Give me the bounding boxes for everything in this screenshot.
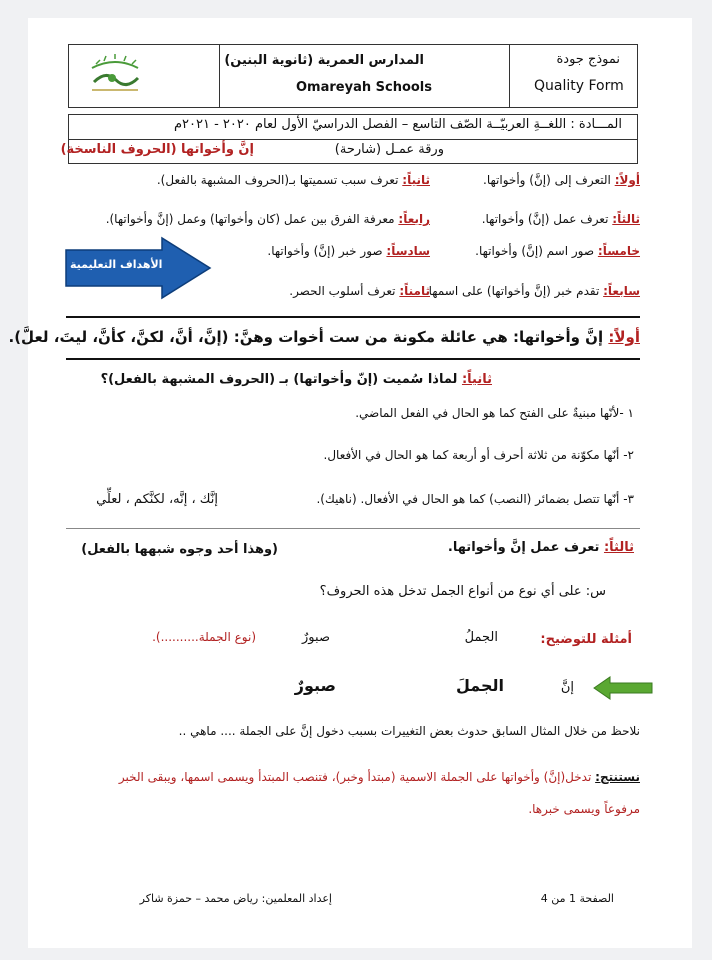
objective-3: ثالثاً: تعرف عمل (إنَّ) وأخواتها. [481, 212, 640, 226]
objective-5: خامساً: صور اسم (إنَّ) وأخواتها. [475, 244, 640, 258]
objective-8: ثامناً: تعرف أسلوب الحصر. [289, 284, 430, 298]
section-1: أولاً: إنَّ وأخواتها: هي عائلة مكونة من ست أخوات وهنَّ: (إنَّ، أنَّ، لكنَّ، كأنَّ، ليتَ، لعلَّ). [8, 328, 640, 346]
objective-4: رابعاً: معرفة الفرق بين عمل (كان وأخواتها) وعمل (إنَّ وأخواتها). [105, 212, 430, 226]
example2-inna: إنَّ [560, 680, 574, 695]
objective-1: أولاً: التعرف إلى (إنَّ) وأخواتها. [483, 173, 640, 187]
reason-3-examples: إنَّك ، إنَّه، لكنَّكم ، لعلِّي [96, 492, 218, 507]
example2-word-2: صبورٌ [294, 676, 336, 695]
form-name-en: Quality Form [534, 78, 624, 94]
objective-7: سابعاً: تقدم خبر (إنَّ وأخواتها) على اسمها [428, 284, 640, 298]
example-word-2: صبورٌ [302, 630, 330, 645]
footer-prepared: إعداد المعلمين: رياض محمد – حمزة شاكر [139, 892, 332, 905]
section-3-question: س: على أي نوع من أنواع الجمل تدخل هذه الحروف؟ [319, 584, 606, 599]
reason-2: ٢- أنّها مكوّنة من ثلاثة أحرف أو أربعة كما هو الحال في الأفعال. [323, 448, 634, 462]
school-logo [86, 54, 144, 96]
example-type: (نوع الجملة..........). [152, 630, 256, 644]
left-arrow-icon [592, 676, 654, 700]
subject-line: المـــادة : اللغــةِ العربيّــة الصّف التاسع – الفصل الدراسيّ الأول لعام ٢٠٢٠ - ٢٠٢١م [173, 117, 622, 132]
reason-1: ١ -لأنّها مبنيةٌ على الفتح كما هو الحال في الفعل الماضي. [355, 406, 634, 420]
worksheet-type: ورقة عمـل (شارحة) [334, 142, 444, 157]
footer-page: الصفحة 1 من 4 [540, 892, 614, 905]
objective-2: ثانياً: تعرف سبب تسميتها بـ(الحروف المشبهة بالفعل). [156, 173, 430, 187]
conclusion-line-2: مرفوعاً ويسمى خبرها. [528, 802, 640, 816]
conclusion-line-1: نستنتج: تدخل(إنَّ) وأخواتها على الجملة الاسمية (مبتدأ وخبر)، فتنصب المبتدأ ويسمى اسمها، ويبقى الخبر [118, 770, 640, 784]
reason-3: ٣- أنّها تتصل بضمائر (النصب) كما هو الحال في الأفعال. (ناهيك). [316, 492, 634, 506]
example-label: أمثلة للتوضيح: [540, 632, 632, 647]
example-word-1: الجملُ [464, 630, 498, 645]
school-name-ar: المدارس العمرية (ثانوية البنين) [224, 53, 424, 68]
example2-word-1: الجملَ [455, 676, 504, 695]
section-2-question: ثانياً: لماذا سُميت (إنّ وأخواتها) بـ (الحروف المشبهة بالفعل)؟ [100, 372, 492, 387]
school-name-en: Omareyah Schools [296, 80, 433, 95]
objective-6: سادساً: صور خبر (إنَّ) وأخواتها. [267, 244, 430, 258]
worksheet-topic: إنَّ وأخواتها (الحروف الناسخة) [60, 142, 254, 157]
form-name-ar: نموذج جودة [556, 52, 620, 67]
section-3-note: (وهذا أحد وجوه شبهها بالفعل) [81, 542, 278, 557]
objectives-arrow-label: الأهداف التعليمية [70, 258, 163, 271]
section-3-title: ثالثاً: تعرف عمل إنَّ وأخواتها. [447, 540, 634, 555]
observation: نلاحظ من خلال المثال السابق حدوث بعض التغييرات بسبب دخول إنَّ على الجملة .... ماهي .. [178, 724, 640, 738]
